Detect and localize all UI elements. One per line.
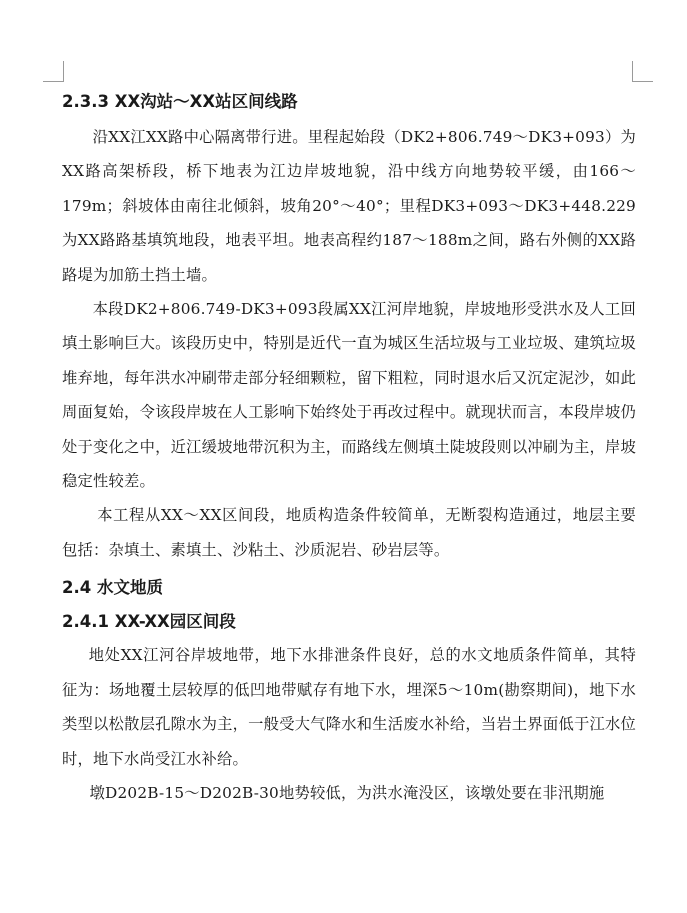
- page-corner-mark-top-left: [43, 61, 64, 82]
- paragraph: 地处XX江河谷岸坡地带，地下水排泄条件良好，总的水文地质条件简单，其特征为：场地覆土层较厚的低凹地带赋存有地下水，埋深5～10m(勘察期间)，地下水类型以松散层孔隙水为主，一般受大气降水和生活废水补给，当岩土界面低于江水位时，地下水尚受江水补给。: [62, 646, 636, 768]
- paragraph: 本段DK2+806.749-DK3+093段属XX江河岸地貌，岸坡地形受洪水及人工回填土影响巨大。该段历史中，特别是近代一直为城区生活垃圾与工业垃圾、建筑垃圾堆弃地，每年洪水冲刷带走部分轻细颗粒，留下粗粒，同时退水后又沉定泥沙，如此周面复始，令该段岸坡在人工影响下始终处于再改过程中。就现状而言，本段岸坡仍处于变化之中，近江缓坡地带沉积为主，而路线左侧填土陡坡段则以冲刷为主，岸坡稳定性较差。: [62, 300, 636, 491]
- section-heading-2-3-3: 2.3.3 XX沟站～XX站区间线路: [62, 92, 298, 111]
- paragraph: 沿XX江XX路中心隔离带行进。里程起始段（DK2+806.749～DK3+093）为XX路高架桥段，桥下地表为江边岸坡地貌，沿中线方向地势较平缓，由166～179m；斜坡体由南往北倾斜，坡角20°～40°；里程DK3+093～DK3+448.229为XX路路基填筑地段，地表平坦。地表高程约187～188m之间，路右外侧的XX路路堤为加筋土挡土墙。: [62, 128, 636, 284]
- section-heading-2-4: 2.4 水文地质: [62, 578, 163, 598]
- document-body: [62, 84, 636, 810]
- paragraph: 墩D202B-15～D202B-30地势较低，为洪水淹没区，该墩处要在非汛期施: [89, 783, 605, 802]
- section-heading-2-4-1: 2.4.1 XX-XX园区间段: [62, 612, 236, 632]
- paragraph: 本工程从XX～XX区间段，地质构造条件较简单，无断裂构造通过，地层主要包括：杂填土、素填土、沙粘土、沙质泥岩、砂岩层等。: [62, 506, 636, 559]
- page-corner-mark-top-right: [632, 61, 653, 82]
